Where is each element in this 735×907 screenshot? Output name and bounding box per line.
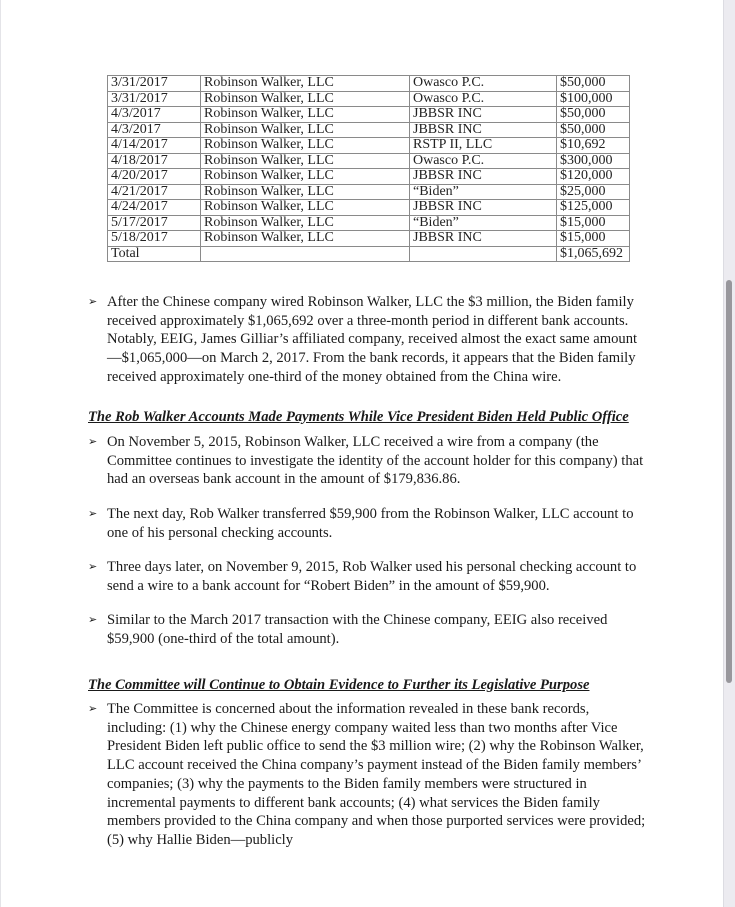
from-cell: Robinson Walker, LLC — [201, 107, 410, 123]
section-heading-committee: The Committee will Continue to Obtain Evidence to Further its Legislative Purpose — [88, 677, 590, 693]
arrow-bullet-icon: ➢ — [88, 507, 98, 520]
from-cell: Robinson Walker, LLC — [201, 184, 410, 200]
bullet-text: After the Chinese company wired Robinson Walker, LLC the $3 million, the Biden family received approximately $1,065,692 over a three-month period in different bank accounts. Notably, EEIG, James Gilliar’s affiliated company, received almost the exact same amount—$1,065,000—on March 2, 2017. From the bank records, it appears that the Biden family received approximately one-third of the money obtained from the China wire. — [107, 294, 638, 385]
payments-table — [107, 75, 630, 262]
date-cell: 4/18/2017 — [108, 153, 201, 169]
table-row — [108, 153, 630, 169]
table-row — [108, 231, 630, 247]
vertical-scrollbar[interactable] — [723, 0, 735, 907]
table-row — [108, 122, 630, 138]
table-row — [108, 200, 630, 216]
arrow-bullet-icon: ➢ — [88, 295, 98, 308]
table-row — [108, 138, 630, 154]
table-total-row — [108, 246, 630, 262]
total-label: Total — [108, 246, 201, 262]
arrow-bullet-icon: ➢ — [88, 702, 98, 715]
from-cell: Robinson Walker, LLC — [201, 138, 410, 154]
to-cell: JBBSR INC — [410, 169, 557, 185]
bullet-text: On November 5, 2015, Robinson Walker, LLC received a wire from a company (the Committee continues to investigate the identity of the account holder for this company) that had an overseas bank account in the amount of $179,836.86. — [107, 434, 644, 488]
arrow-bullet-icon: ➢ — [88, 435, 98, 448]
amount-cell: $25,000 — [557, 184, 630, 200]
bullet-nov-9-wire — [88, 558, 648, 595]
date-cell: 4/14/2017 — [108, 138, 201, 154]
from-cell: Robinson Walker, LLC — [201, 169, 410, 185]
amount-cell: $15,000 — [557, 231, 630, 247]
date-cell: 4/21/2017 — [108, 184, 201, 200]
to-cell: “Biden” — [410, 184, 557, 200]
empty-cell — [201, 246, 410, 262]
date-cell: 3/31/2017 — [108, 91, 201, 107]
date-cell: 5/17/2017 — [108, 215, 201, 231]
amount-cell: $50,000 — [557, 76, 630, 92]
from-cell: Robinson Walker, LLC — [201, 215, 410, 231]
to-cell: JBBSR INC — [410, 200, 557, 216]
table-row — [108, 107, 630, 123]
table-row — [108, 215, 630, 231]
to-cell: Owasco P.C. — [410, 91, 557, 107]
amount-cell: $100,000 — [557, 91, 630, 107]
to-cell: JBBSR INC — [410, 122, 557, 138]
amount-cell: $125,000 — [557, 200, 630, 216]
to-cell: JBBSR INC — [410, 231, 557, 247]
amount-cell: $15,000 — [557, 215, 630, 231]
from-cell: Robinson Walker, LLC — [201, 76, 410, 92]
date-cell: 4/3/2017 — [108, 122, 201, 138]
arrow-bullet-icon: ➢ — [88, 613, 98, 626]
arrow-bullet-icon: ➢ — [88, 560, 98, 573]
section-heading-rob-walker: The Rob Walker Accounts Made Payments While Vice President Biden Held Public Office — [88, 409, 629, 425]
bullet-nov-5-wire — [88, 433, 648, 489]
bullet-text: Three days later, on November 9, 2015, Rob Walker used his personal checking account to send a wire to a bank account for “Robert Biden” in the amount of $59,900. — [107, 559, 637, 594]
bullet-eeig-received — [88, 611, 648, 648]
date-cell: 3/31/2017 — [108, 76, 201, 92]
table-row — [108, 184, 630, 200]
bullet-text: Similar to the March 2017 transaction with the Chinese company, EEIG also received $59,900 (one-third of the total amount). — [107, 612, 608, 647]
bullet-text: The next day, Rob Walker transferred $59,900 from the Robinson Walker, LLC account to one of his personal checking accounts. — [107, 506, 634, 541]
from-cell: Robinson Walker, LLC — [201, 91, 410, 107]
from-cell: Robinson Walker, LLC — [201, 200, 410, 216]
to-cell: RSTP II, LLC — [410, 138, 557, 154]
from-cell: Robinson Walker, LLC — [201, 153, 410, 169]
date-cell: 5/18/2017 — [108, 231, 201, 247]
amount-cell: $50,000 — [557, 122, 630, 138]
bullet-next-day-transfer — [88, 505, 648, 542]
bullet-china-wire — [88, 293, 648, 387]
empty-cell — [410, 246, 557, 262]
bullet-text: The Committee is concerned about the information revealed in these bank records, including: (1) why the Chinese energy company waited less than two months after Vice President Biden left public office to send the $3 million wire; (2) why the Robinson Walker, LLC account received the China company’s payment instead of the Biden family members’ companies; (3) why the payments to the Biden family members were structured in incremental payments to different bank accounts; (4) what services the Biden family members provided to the China company and when those purported services were provided; (5) why Hallie Biden—publicly — [107, 701, 646, 848]
bullet-committee-concerns — [88, 700, 648, 850]
to-cell: “Biden” — [410, 215, 557, 231]
amount-cell: $50,000 — [557, 107, 630, 123]
table-row — [108, 91, 630, 107]
to-cell: Owasco P.C. — [410, 153, 557, 169]
to-cell: Owasco P.C. — [410, 76, 557, 92]
from-cell: Robinson Walker, LLC — [201, 231, 410, 247]
amount-cell: $300,000 — [557, 153, 630, 169]
scrollbar-thumb[interactable] — [726, 280, 732, 683]
date-cell: 4/24/2017 — [108, 200, 201, 216]
table-row — [108, 76, 630, 92]
page-edge — [0, 0, 1, 907]
to-cell: JBBSR INC — [410, 107, 557, 123]
table-row — [108, 169, 630, 185]
from-cell: Robinson Walker, LLC — [201, 122, 410, 138]
date-cell: 4/3/2017 — [108, 107, 201, 123]
date-cell: 4/20/2017 — [108, 169, 201, 185]
amount-cell: $120,000 — [557, 169, 630, 185]
total-amount: $1,065,692 — [557, 246, 630, 262]
amount-cell: $10,692 — [557, 138, 630, 154]
